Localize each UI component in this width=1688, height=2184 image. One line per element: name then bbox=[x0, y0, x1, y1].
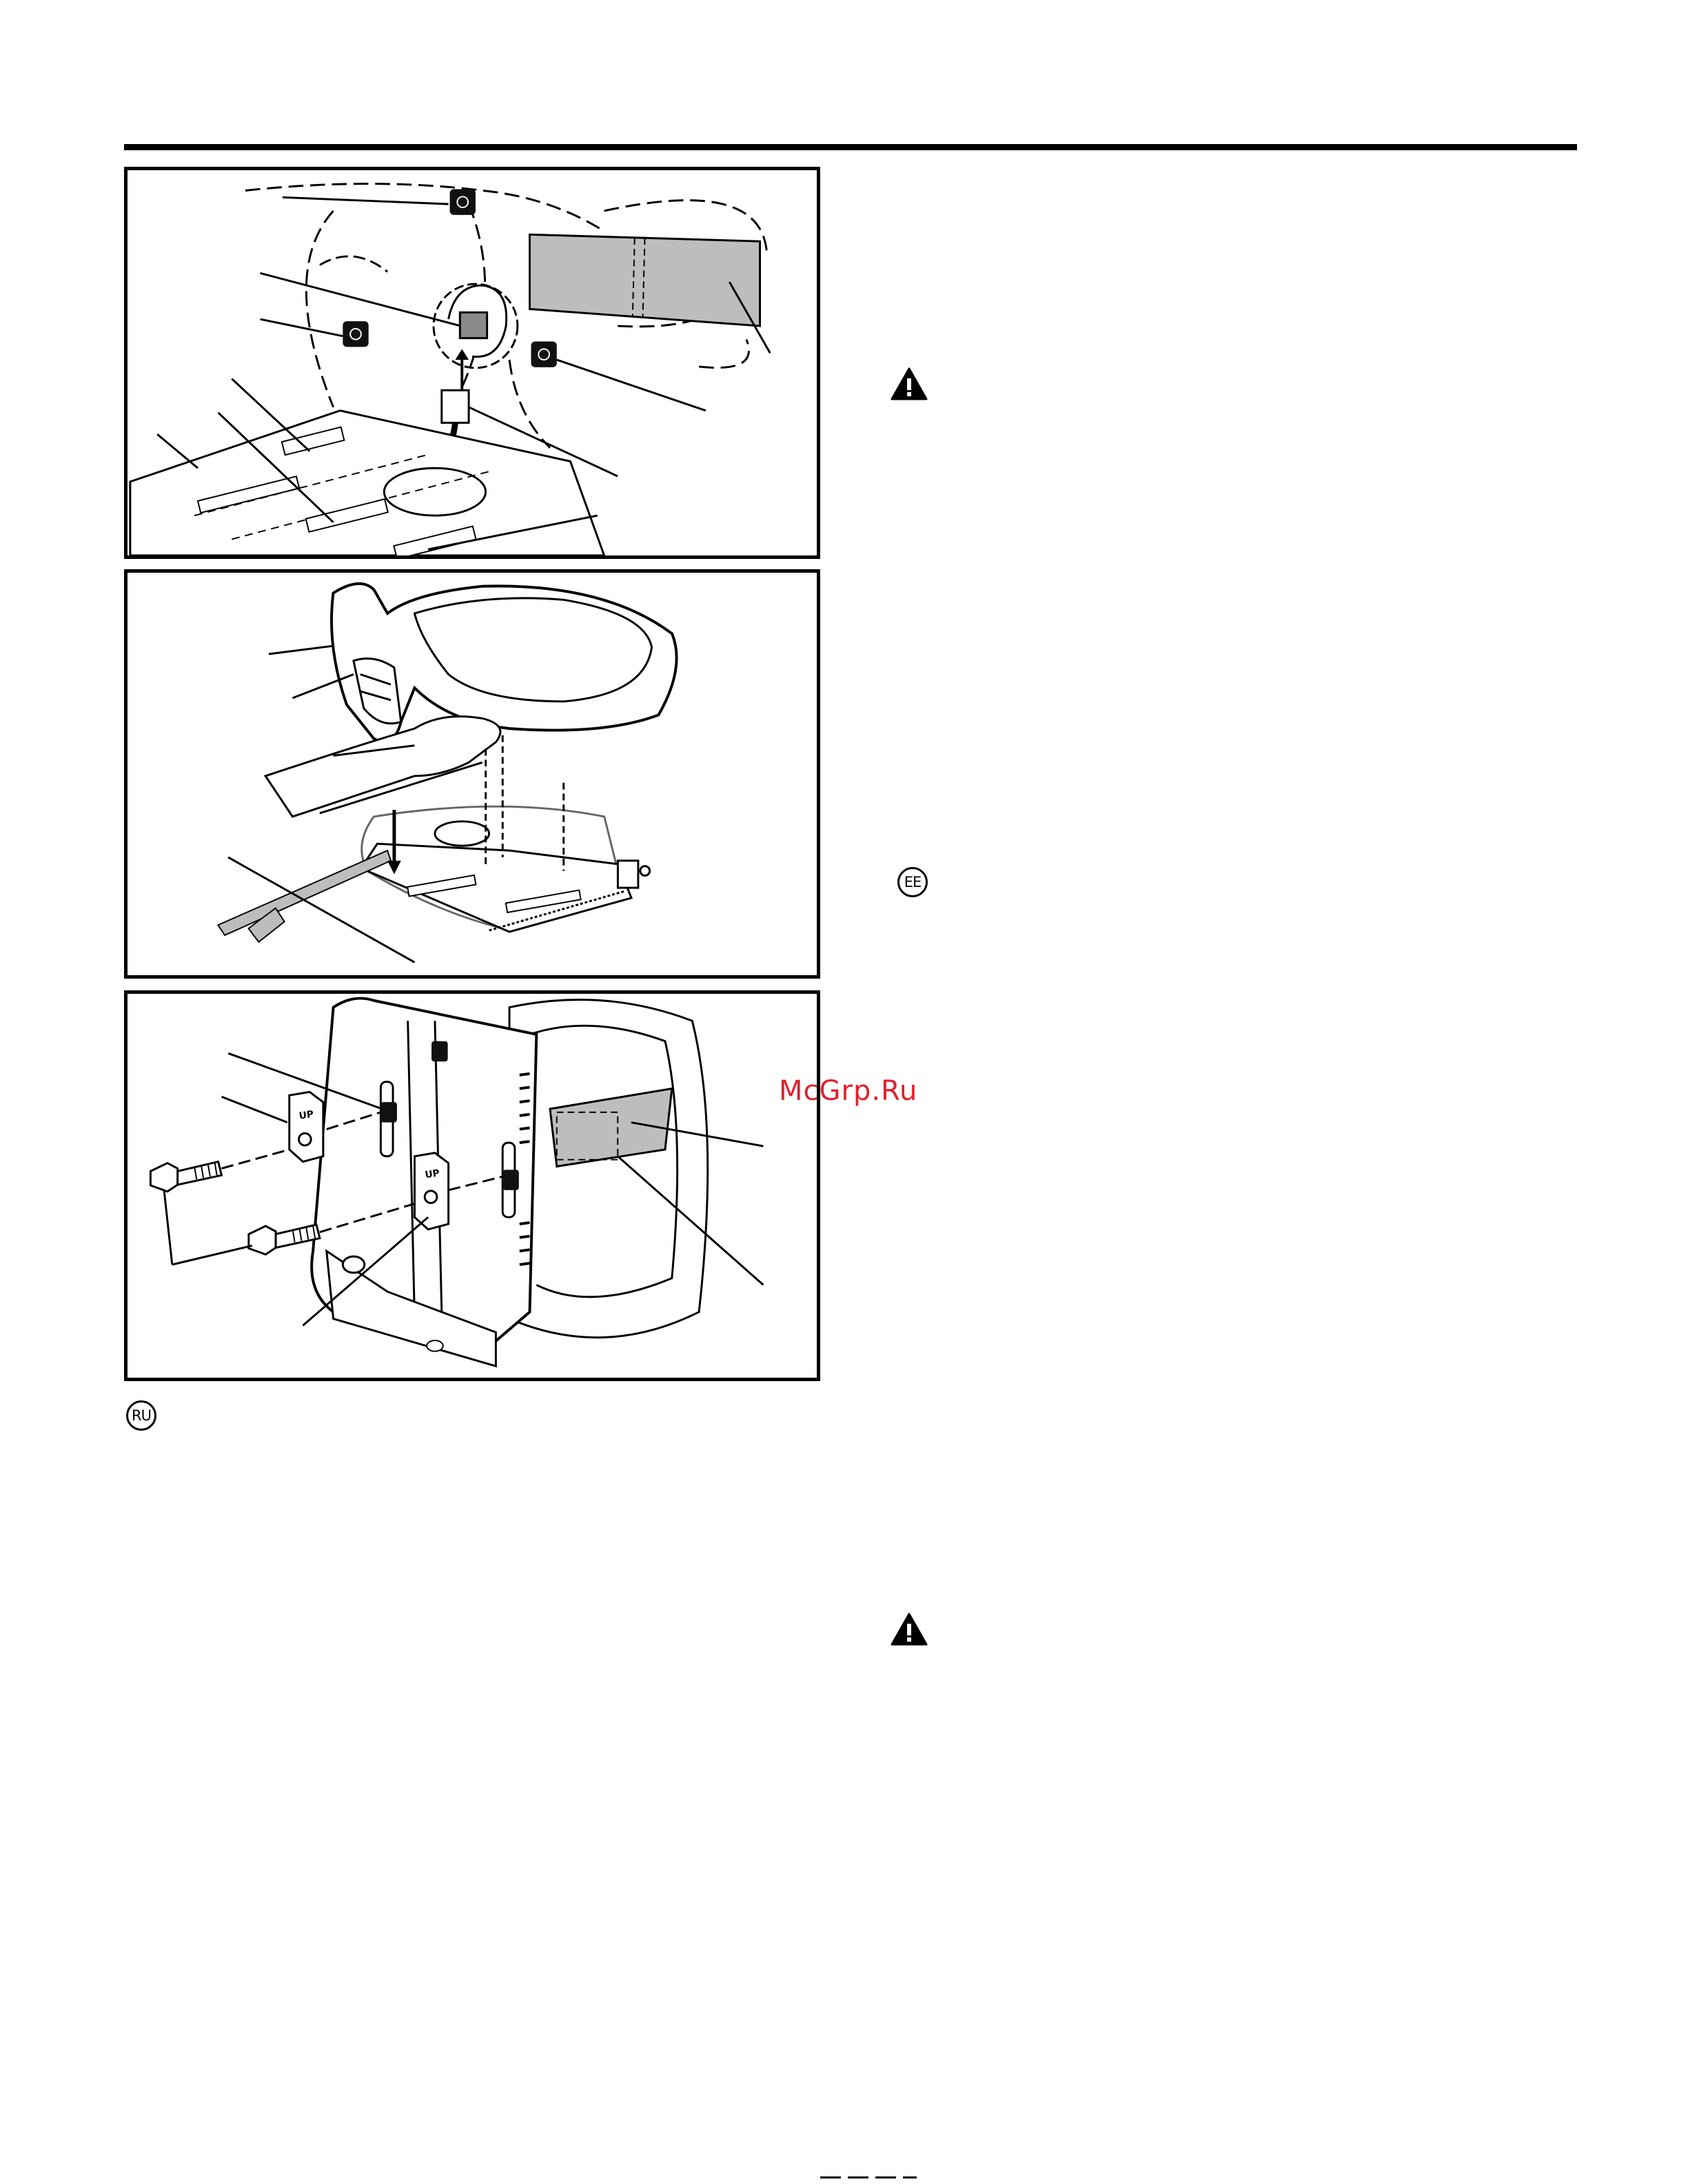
nut-2 bbox=[431, 1041, 448, 1061]
strap bbox=[530, 234, 760, 326]
grommet-right bbox=[531, 342, 556, 367]
up-mark-2: UP bbox=[424, 1167, 440, 1181]
header-rule bbox=[124, 144, 1577, 150]
figure-1 bbox=[124, 167, 820, 559]
watermark: McGrp.Ru bbox=[779, 1075, 918, 1107]
up-mark-1: UP bbox=[298, 1108, 315, 1122]
figure-1-illustration bbox=[128, 170, 817, 555]
seat-pan bbox=[130, 411, 604, 555]
language-badge-ru: RU bbox=[126, 1400, 156, 1431]
up-plate-1 bbox=[289, 1092, 323, 1161]
warning-triangle-icon bbox=[891, 367, 928, 400]
nut-1 bbox=[380, 1102, 397, 1122]
grommet-left bbox=[343, 321, 368, 347]
wire-connector bbox=[442, 390, 469, 422]
figure-2-illustration bbox=[128, 573, 817, 975]
nut-3 bbox=[502, 1170, 519, 1190]
bolt-1 bbox=[150, 1162, 221, 1192]
footer-marks bbox=[820, 2176, 999, 2179]
bolt-2 bbox=[249, 1225, 320, 1254]
language-badge-ee: EE bbox=[897, 867, 928, 897]
warning-triangle-icon bbox=[891, 1613, 928, 1646]
figure-2 bbox=[124, 569, 820, 979]
grommet-top bbox=[450, 190, 476, 215]
figure-3-illustration bbox=[128, 994, 817, 1378]
seat-switch bbox=[460, 312, 487, 338]
figure-3 bbox=[124, 990, 820, 1381]
